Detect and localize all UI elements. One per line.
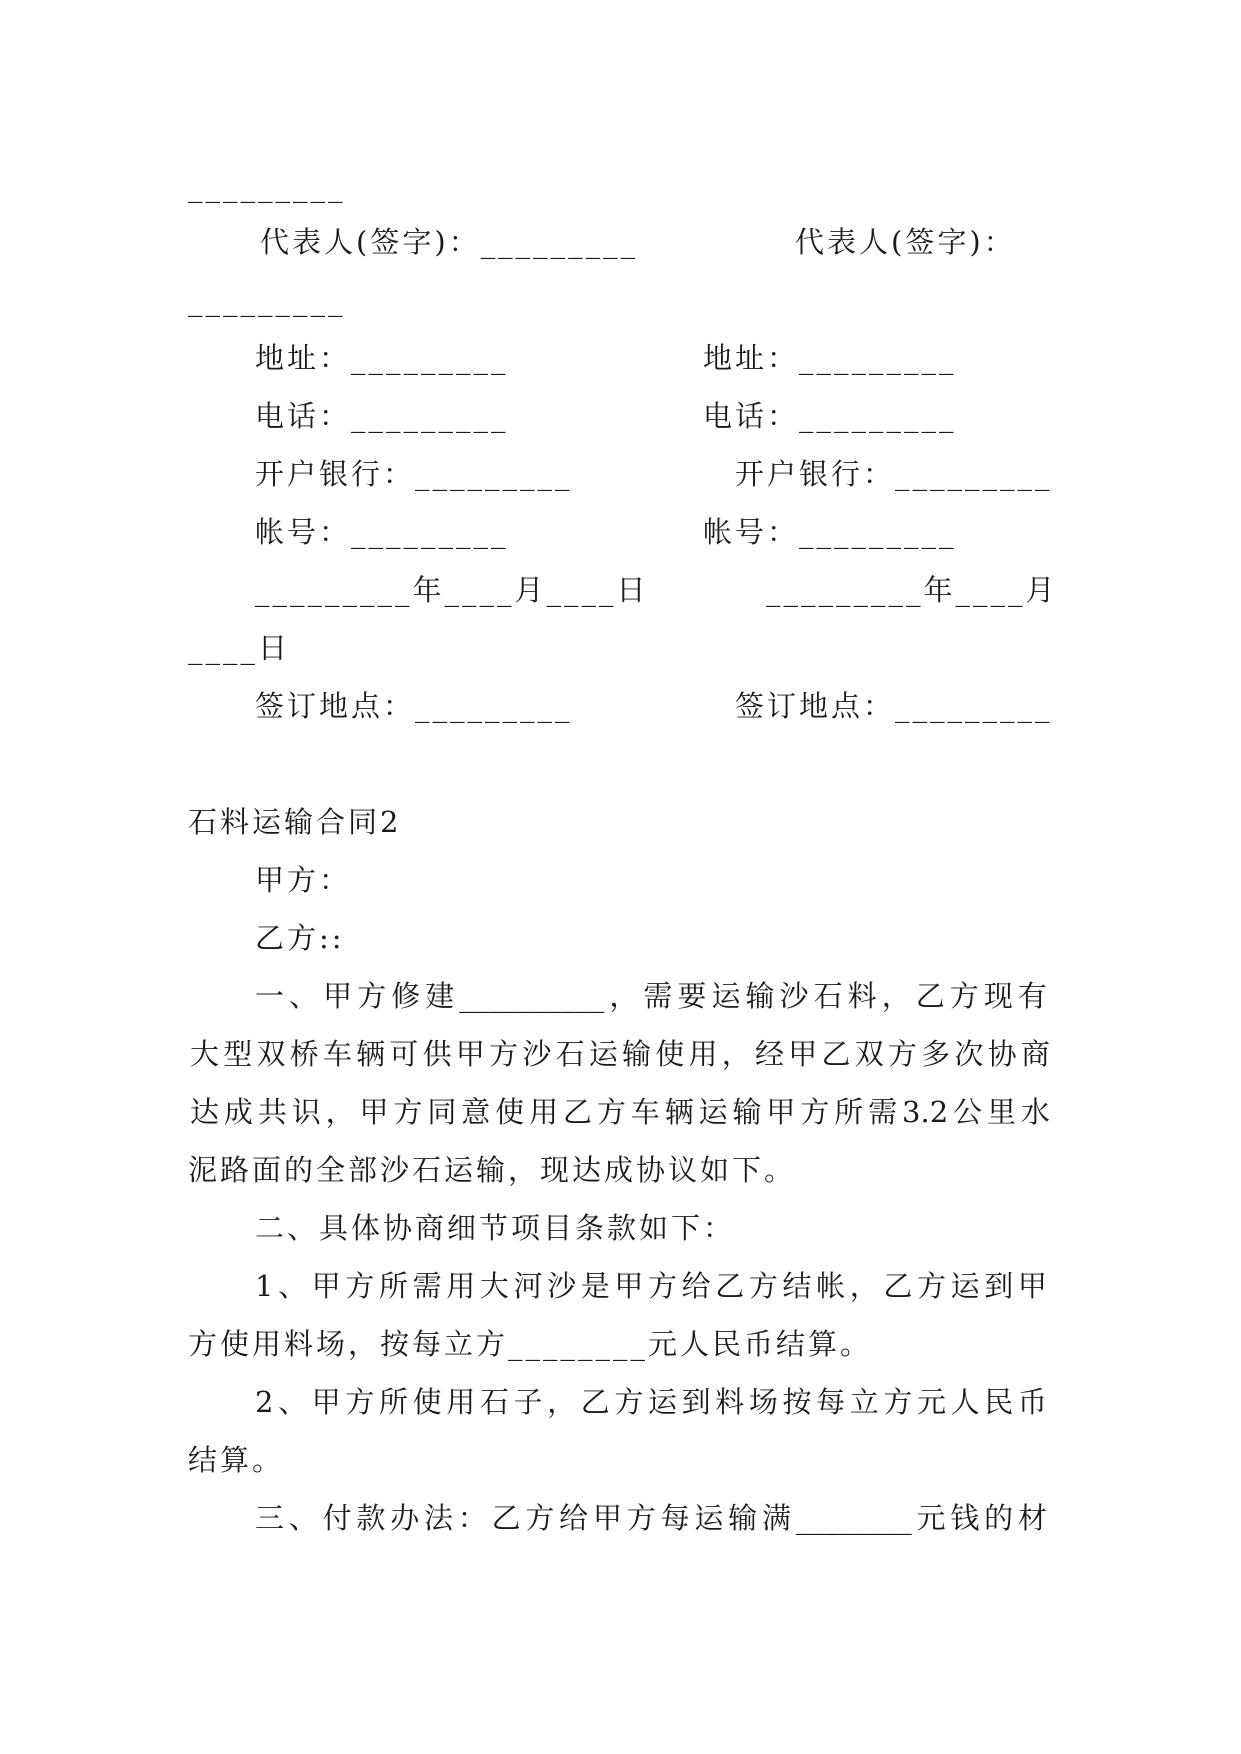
party-a: 甲方： (255, 863, 352, 897)
address-right: 地址：_________ (703, 341, 957, 375)
clause-1-line-2: 大 型 双 桥 车 辆 可 供 甲 方 沙 石 运 输 使 用 ， 经 甲 乙 双 方 多 次 协 商 (190, 1037, 1050, 1071)
contract-title: 石料运输合同2 (188, 805, 402, 839)
item-1-line-2: 方使用料场，按每立方________元人民币结算。 (188, 1327, 873, 1361)
representative-right: 代表人(签字)： (795, 225, 1016, 259)
account-right: 帐号：_________ (703, 515, 957, 549)
party-b: 乙方:: (255, 921, 345, 955)
phone-right: 电话：_________ (703, 399, 957, 433)
bank-right: 开户银行：_________ (735, 457, 1053, 491)
clause-2: 二、具体协商细节项目条款如下： (255, 1211, 736, 1245)
phone-left: 电话：_________ (255, 399, 509, 433)
item-1-line-1: 1 、 甲 方 所 需 用 大 河 沙 是 甲 方 给 乙 方 结 帐 ， 乙 方 运 到 甲 (255, 1269, 1047, 1303)
address-left: 地址：_________ (255, 341, 509, 375)
clause-1-line-3: 达 成 共 识 ， 甲 方 同 意 使 用 乙 方 车 辆 运 输 甲 方 所 需 3.2 公 里 水 (190, 1095, 1050, 1129)
signing-place-right: 签订地点：_________ (735, 689, 1053, 723)
clause-3-line-1: 三 、 付 款 办 法 ： 乙 方 给 甲 方 每 运 输 满 ________ 元 钱 的 材 (255, 1501, 1047, 1535)
item-2-line-1: 2 、 甲 方 所 使 用 石 子 ， 乙 方 运 到 料 场 按 每 立 方 元 人 民 币 (255, 1385, 1047, 1419)
representative-right-blank: _________ (188, 283, 346, 317)
signing-place-left: 签订地点：_________ (255, 689, 573, 723)
date-left: _________年____月____日 (255, 573, 649, 607)
date-right: _________年____月 (766, 573, 1058, 607)
date-right-continued: ____日 (188, 631, 291, 665)
clause-1-line-1: 一 、 甲 方 修 建 __________ ， 需 要 运 输 沙 石 料 ， 乙 方 现 有 (255, 979, 1047, 1013)
blank-line-top: _________ (188, 169, 346, 203)
account-left: 帐号：_________ (255, 515, 509, 549)
item-2-line-2: 结算。 (188, 1443, 285, 1477)
bank-left: 开户银行：_________ (255, 457, 573, 491)
clause-1-line-4: 泥路面的全部沙石运输，现达成协议如下。 (188, 1153, 797, 1187)
representative-left: 代表人(签字)：_________ (260, 225, 639, 259)
